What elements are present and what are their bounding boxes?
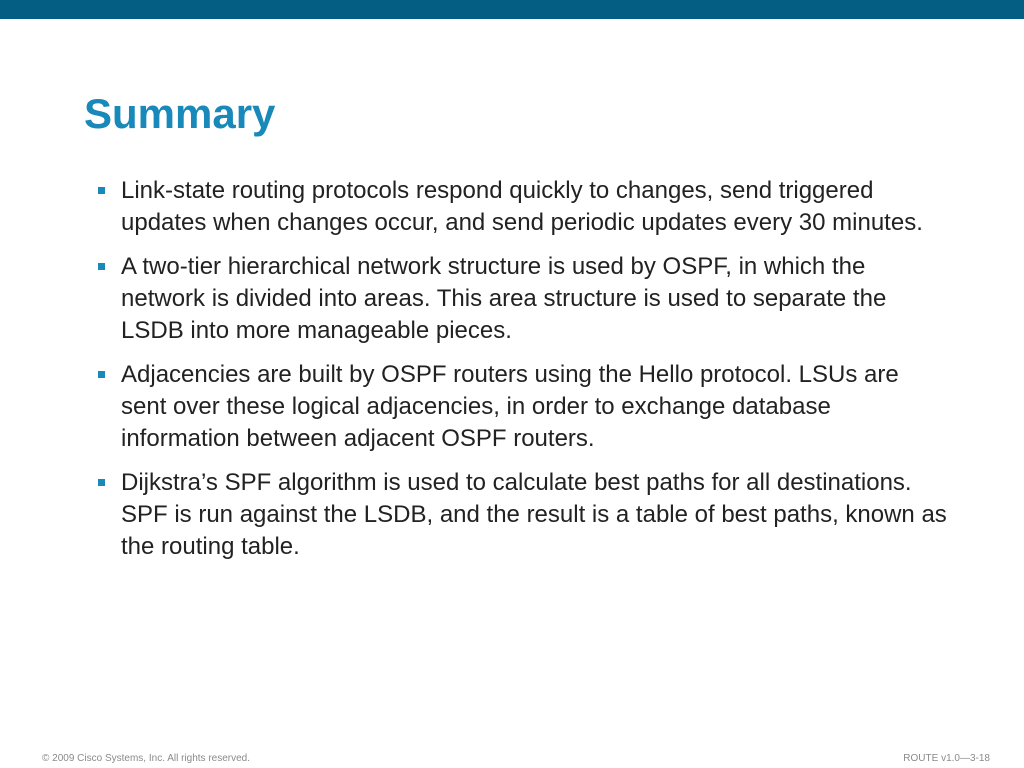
top-banner: [0, 0, 1024, 19]
bullet-text-2: A two-tier hierarchical network structure is used by OSPF, in which the network is divided into areas. This area structure is used to separate the LSDB into more manageable pieces.: [121, 253, 887, 344]
square-bullet-icon: [98, 479, 105, 486]
bullet-text-3: Adjacencies are built by OSPF routers using the Hello protocol. LSUs are sent over these logical adjacencies, in order to exchange database information between adjacent OSPF routers.: [121, 361, 899, 452]
bullet-item-3: [98, 359, 948, 455]
bullet-item-4: [98, 467, 948, 563]
bullet-item-1: [98, 175, 948, 239]
slide-title: Summary: [84, 90, 276, 137]
square-bullet-icon: [98, 371, 105, 378]
square-bullet-icon: [98, 187, 105, 194]
bullet-text-4: Dijkstra’s SPF algorithm is used to calculate best paths for all destinations. SPF is run against the LSDB, and the result is a table of best paths, known as the routing table.: [121, 469, 947, 560]
footer-copyright: © 2009 Cisco Systems, Inc. All rights reserved.: [42, 753, 251, 764]
summary-bullet-list: [98, 175, 948, 575]
bullet-item-2: [98, 251, 948, 347]
square-bullet-icon: [98, 263, 105, 270]
footer-page-label: ROUTE v1.0—3-18: [903, 753, 990, 764]
bullet-text-1: Link-state routing protocols respond quickly to changes, send triggered updates when changes occur, and send periodic updates every 30 minutes.: [121, 177, 923, 236]
